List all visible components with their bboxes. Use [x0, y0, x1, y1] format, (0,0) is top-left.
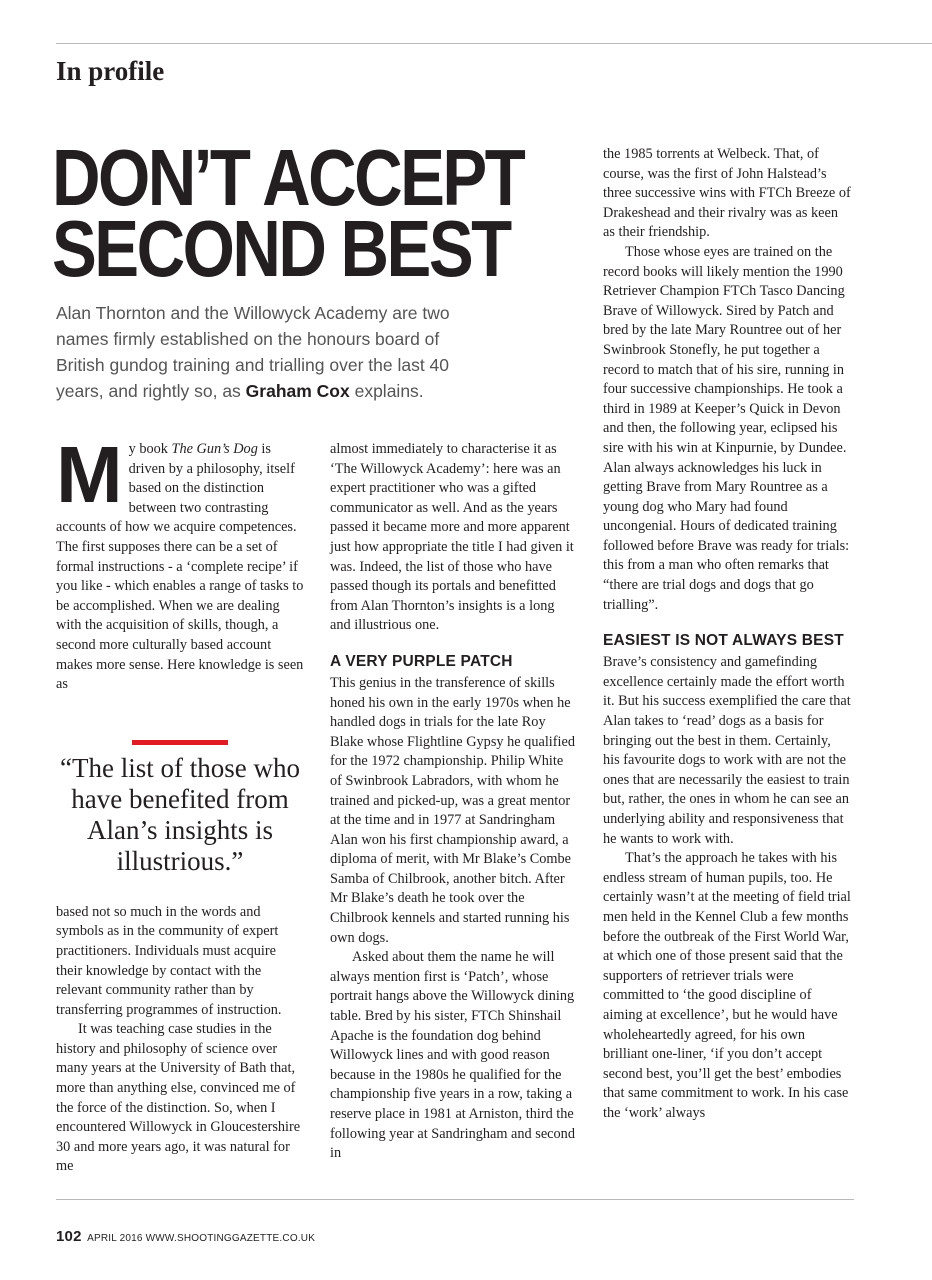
- column-3: [603, 145, 851, 1124]
- paragraph-text: is driven by a philosophy, itself based on the distinction between two contrasting accounts of how we acquire competences. The first supposes there can be a set of formal instructions - a ‘complete recipe’ if you like - which enables a range of tasks to be accomplished. When we are dealing with the acquisition of skills, though, a second more culturally based account makes more sense. Here knowledge is seen as: [56, 441, 304, 693]
- pull-quote-rule: [132, 740, 228, 745]
- top-rule: [56, 43, 932, 44]
- issue-date: APRIL 2016: [87, 1233, 143, 1244]
- paragraph: Brave’s consistency and gamefinding excellence certainly made the effort worth it. But his success exemplified the care that Alan takes to ‘read’ dogs as a basis for bringing out the best in them. Certainly, his favourite dogs to work with are not the ones that are necessarily the easiest to train but, rather, the ones in whom he can see an underlying ability and responsiveness that he wants to work with.: [603, 654, 851, 847]
- subheading: EASIEST IS NOT ALWAYS BEST: [603, 632, 844, 650]
- standfirst-tail: explains.: [349, 381, 424, 401]
- website: WWW.SHOOTINGGAZETTE.CO.UK: [145, 1233, 316, 1244]
- bottom-rule: [56, 1199, 854, 1200]
- standfirst-lead: Alan Thornton and the Willowyck Academy are two names firmly established on the honours board of British gundog training and trialling over the last 40 years, and rightly so, as: [56, 303, 450, 401]
- paragraph: It was teaching case studies in the history and philosophy of science over many years at the University of Bath that, more than anything else, convinced me of the force of the distinction. So, when I encountered Willowyck in Gloucestershire 30 and more years ago, it was natural for me: [56, 1021, 301, 1175]
- paragraph: This genius in the transference of skills honed his own in the early 1970s when he handled dogs in trials for the late Roy Blake whose Flightline Gypsy he qualified for the 1972 championship. Philip White of Swinbrook Labradors, with whom he trained and picked-up, was a great mentor at the time and in 1977 at Sandringham Alan won his first championship award, a diploma of merit, with Mr Blake’s Combe Samba of Chilbrook, another bitch. After Mr Blake’s death he took over the Chilbrook kennels and started running his own dogs.: [330, 674, 575, 946]
- paragraph: Asked about them the name he will always mention first is ‘Patch’, whose portrait hangs above the Willowyck dining table. Bred by his sister, FTCh Shinshail Apache is the foundation dog behind Willowyck lines and with good reason because in the 1980s he qualified for the championship five years in a row, taking a reserve place in 1981 at Arniston, third the following year at Sandringham and second in: [330, 949, 575, 1162]
- section-label: In profile: [56, 56, 165, 86]
- headline-line-1: DON’T ACCEPT: [52, 133, 524, 222]
- pull-quote-text: “The list of those who have benefited from Alan’s insights is illustrious.”: [60, 753, 300, 876]
- paragraph: almost immediately to characterise it as ‘The Willowyck Academy’: here was an expert practitioner who was a gifted communicator as well. And as the years passed it became more and more apparent just how appropriate the title I had given it was. Indeed, the list of those who have passed though its portals and benefitted from Alan Thornton’s insights is a long and illustrious one.: [330, 441, 574, 634]
- paragraph: the 1985 torrents at Welbeck. That, of course, was the first of John Halstead’s three successive wins with FTCh Breeze of Drakeshead and their rivalry was as keen as their friendship.: [603, 146, 851, 241]
- paragraph: [56, 430, 304, 695]
- subheading: A VERY PURPLE PATCH: [330, 652, 513, 670]
- paragraph: Those whose eyes are trained on the record books will likely mention the 1990 Retriever Champion FTCh Tasco Dancing Brave of Willowyck. Sired by Patch and bred by the late Mary Rountree out of her Swinbrook Stonefly, he put together a record to match that of his sire, running in four successive championships. He took a third in 1989 at Keeper’s Quick in Devon and then, the following year, eclipsed his sire with his win at Kinpurnie, by Dundee. Alan always acknowledges his luck in getting Brave from Mary Rountree as a young dog who Mary had found uncongenial. Hours of dedicated training followed before Brave was ready for trials: this from a man who often remarks that “there are trial dogs and dogs that go trialling”.: [603, 243, 850, 613]
- book-title: The Gun’s Dog: [171, 441, 258, 457]
- drop-cap: M: [56, 430, 121, 519]
- headline: [52, 133, 524, 293]
- folio: [56, 1228, 315, 1245]
- column-2: [330, 440, 578, 1164]
- paragraph-text: y book: [128, 441, 172, 457]
- paragraph: based not so much in the words and symbols as in the community of expert practitioners. Individuals must acquire their knowledge by contact with the relevant community rather than by transferring programmes of instruction.: [56, 903, 282, 1018]
- pull-quote: [56, 740, 304, 877]
- paragraph: That’s the approach he takes with his endless stream of human pupils, too. He certainly wasn’t at the meeting of field trial men held in the Kennel Club a few months before the outbreak of the First World War, at which one of those present said that the supporters of retriever trials were committed to ‘the good discipline of aiming at excellence’, but he would have wholeheartedly agreed, for his own brilliant one-liner, ‘if you don’t accept second best, you’ll get the best’ embodies that same commitment to work. In his case the ‘work’ always: [603, 850, 851, 1121]
- headline-line-2: SECOND BEST: [52, 204, 510, 293]
- page-number: 102: [56, 1228, 82, 1245]
- author-name: Graham Cox: [245, 381, 350, 401]
- standfirst: [56, 300, 486, 404]
